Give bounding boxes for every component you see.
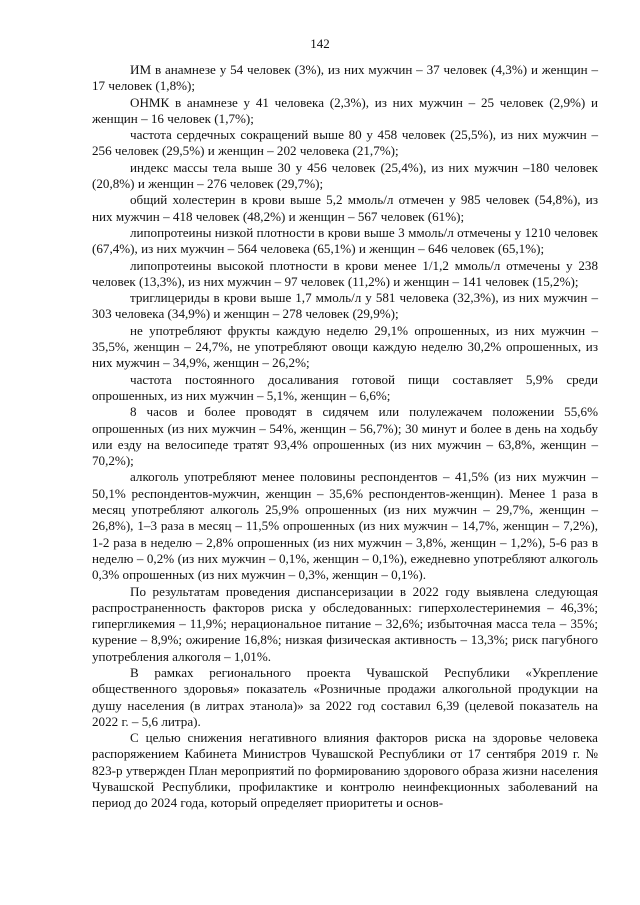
paragraph-triglycerides: триглицериды в крови выше 1,7 ммоль/л у 581 человека (32,3%), из них мужчин – 303 человека (34,9%) и женщин – 278 человек (29,9%); [92,290,598,322]
paragraph-body-mass-index: индекс массы тела выше 30 у 456 человек (25,4%), из них мужчин –180 человек (20,8%) и женщин – 276 человек (29,7%); [92,159,598,192]
paragraph-ldl: липопротеины низкой плотности в крови выше 3 ммоль/л отмечены у 1210 человек (67,4%), из них мужчин – 564 человека (65,1%) и женщин – 646 человек (65,1%); [92,224,598,257]
paragraph-mi-history: ИМ в анамнезе у 54 человек (3%), из них мужчин – 37 человек (4,3%) и женщин – 17 человек (1,8%); [92,62,598,94]
page-number: 142 [310,36,330,51]
body-text [92,62,598,812]
paragraph-total-cholesterol: общий холестерин в крови выше 5,2 ммоль/л отмечен у 985 человек (54,8%), из них мужчин – 418 человек (48,2%) и женщин – 567 человек (61%); [92,192,598,224]
paragraph-salt: частота постоянного досаливания готовой пищи составляет 5,9% среди опрошенных, из них мужчин – 5,1%, женщин – 6,6%; [92,371,598,403]
paragraph-regional-project: В рамках регионального проекта Чувашской Республики «Укрепление общественного здоровья» показатель «Розничные продажи алкогольной продукции на душу населения (в литрах этанола)» за 2022 год составил 6,39 (целевой показатель на 2022 г. – 5,6 литра). [92,664,598,729]
paragraph-action-plan: С целью снижения негативного влияния факторов риска на здоровье человека распоряжением Кабинета Министров Чувашской Республики от 17 сентября 2019 г. № 823-р утвержден План мероприятий по формированию здорового образа жизни населения Чувашской Республики, профилактике и контролю неинфекционных заболеваний на период до 2024 года, который определяет приоритеты и основ- [92,730,598,811]
paragraph-stroke-history: ОНМК в анамнезе у 41 человека (2,3%), из них мужчин – 25 человек (2,9%) и женщин – 16 человек (1,7%); [92,94,598,126]
paragraph-hdl: липопротеины высокой плотности в крови менее 1/1,2 ммоль/л отмечены у 238 человек (13,3%), из них мужчин – 97 человек (11,2%) и женщин – 141 человек (15,2%); [92,257,598,289]
paragraph-fruit-vegetables: не употребляют фрукты каждую неделю 29,1% опрошенных, из них мужчин – 35,5%, женщин – 24,7%, не употребляют овощи каждую неделю 30,2% опрошенных, из них мужчин – 34,9%, женщин – 26,2%; [92,322,598,371]
paragraph-sedentary: 8 часов и более проводят в сидячем или полулежачем положении 55,6% опрошенных (из них мужчин – 54%, женщин – 56,7%); 30 минут и более в день на ходьбу или езду на велосипеде тратят 93,4% опрошенных (из них мужчин – 63,8%, женщин – 70,2%); [92,404,598,469]
paragraph-screening-results: По результатам проведения диспансеризации в 2022 году выявлена следующая распространенность факторов риска у обследованных: гиперхолестеринемия – 46,3%; гипергликемия – 11,9%; нерациональное питание – 32,6%; избыточная масса тела – 35%; курение – 8,9%; ожирение 16,8%; низкая физическая активность – 13,3%; риск пагубного употребления алкоголя – 1,01%. [92,583,598,664]
paragraph-heart-rate: частота сердечных сокращений выше 80 у 458 человек (25,5%), из них мужчин – 256 человек (29,5%) и женщин – 202 человека (21,7%); [92,127,598,159]
paragraph-alcohol: алкоголь употребляют менее половины респондентов – 41,5% (из них мужчин – 50,1% респондентов-мужчин, женщин – 35,6% респондентов-женщин). Менее 1 раза в месяц употребляют алкоголь 25,9% опрошенных (из них мужчин – 29,7%, женщин – 26,8%), 1–3 раза в месяц – 11,5% опрошенных (из них мужчин – 14,7%, женщин – 7,2%), 1-2 раза в неделю – 2,8% опрошенных (из них мужчин – 3,8%, женщин – 1,2%), 5-6 раз в неделю – 0,2% (из них мужчин – 0,1%, женщин – 0,1%), ежедневно употребляют алкоголь 0,3% опрошенных (из них мужчин – 0,3%, женщин – 0,1%). [92,469,598,583]
